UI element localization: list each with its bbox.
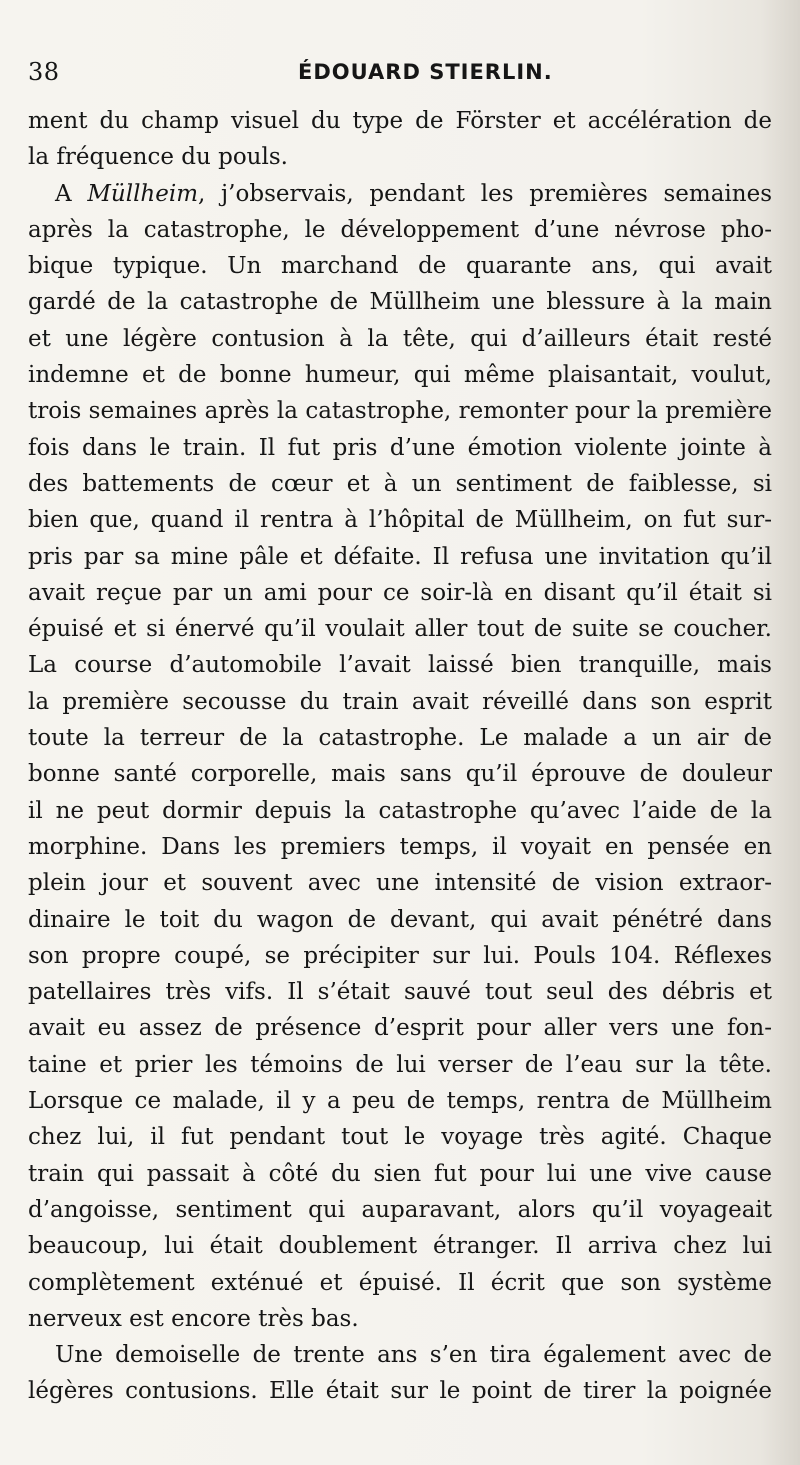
text-line: toute la terreur de la catastrophe. Le malade a un air de	[28, 725, 772, 752]
text-line: patellaires très vifs. Il s’était sauvé tout seul des débris et	[28, 979, 772, 1006]
running-head: ÉDOUARD STIERLIN.	[298, 60, 553, 84]
text-line: complètement exténué et épuisé. Il écrit que son système	[28, 1269, 772, 1296]
body-text	[28, 103, 772, 1410]
text-line: beaucoup, lui était doublement étranger. Il arriva chez lui	[28, 1233, 772, 1260]
text-line: gardé de la catastrophe de Müllheim une blessure à la main	[28, 289, 772, 316]
page-number: 38	[28, 58, 60, 86]
text-line: bique typique. Un marchand de quarante ans, qui avait	[28, 253, 772, 280]
text-line: avait eu assez de présence d’esprit pour aller vers une fon-	[28, 1015, 772, 1042]
text-line: fois dans le train. Il fut pris d’une émotion violente jointe à	[28, 434, 772, 461]
text-line: train qui passait à côté du sien fut pour lui une vive cause	[28, 1160, 772, 1187]
text-line: chez lui, il fut pendant tout le voyage très agité. Chaque	[28, 1124, 772, 1151]
text-line: avait reçue par un ami pour ce soir-là en disant qu’il était si	[28, 579, 772, 606]
page-header	[28, 58, 768, 94]
text-line: Une demoiselle de trente ans s’en tira également avec de	[55, 1342, 772, 1369]
italic-place-name: Müllheim	[87, 180, 199, 207]
text-line: épuisé et si énervé qu’il voulait aller tout de suite se coucher.	[28, 616, 772, 643]
text-line: après la catastrophe, le développement d’une névrose pho-	[28, 216, 772, 243]
text-line: pris par sa mine pâle et défaite. Il refusa une invitation qu’il	[28, 543, 772, 570]
text-line: dinaire le toit du wagon de devant, qui avait pénétré dans	[28, 906, 772, 933]
text-line: et une légère contusion à la tête, qui d’ailleurs était resté	[28, 325, 772, 352]
text-line: la fréquence du pouls.	[28, 144, 288, 171]
text-line: d’angoisse, sentiment qui auparavant, alors qu’il voyageait	[28, 1196, 772, 1223]
text-line: légères contusions. Elle était sur le point de tirer la poignée	[28, 1378, 772, 1405]
text-line: ment du champ visuel du type de Förster et accélération de	[28, 108, 772, 134]
text-line: la première secousse du train avait réveillé dans son esprit	[28, 688, 772, 715]
text-line: trois semaines après la catastrophe, remonter pour la première	[28, 398, 772, 425]
text-line: plein jour et souvent avec une intensité de vision extraor-	[28, 870, 772, 897]
text-line: bien que, quand il rentra à l’hôpital de Müllheim, on fut sur-	[28, 507, 772, 534]
text-line-italic-place: A Müllheim, j’observais, pendant les premières semaines	[55, 180, 772, 207]
text-line: La course d’automobile l’avait laissé bien tranquille, mais	[28, 652, 772, 679]
text-line: morphine. Dans les premiers temps, il voyait en pensée en	[28, 833, 772, 860]
text-line: indemne et de bonne humeur, qui même plaisantait, voulut,	[28, 362, 772, 389]
text-line: il ne peut dormir depuis la catastrophe qu’avec l’aide de la	[28, 797, 772, 824]
text-line: taine et prier les témoins de lui verser de l’eau sur la tête.	[28, 1051, 772, 1078]
text-line: bonne santé corporelle, mais sans qu’il éprouve de douleur	[28, 761, 772, 788]
text-line: nerveux est encore très bas.	[28, 1305, 359, 1332]
text-line: Lorsque ce malade, il y a peu de temps, rentra de Müllheim	[28, 1088, 772, 1115]
text-line: son propre coupé, se précipiter sur lui. Pouls 104. Réflexes	[28, 942, 772, 969]
text-line: des battements de cœur et à un sentiment de faiblesse, si	[28, 470, 772, 497]
